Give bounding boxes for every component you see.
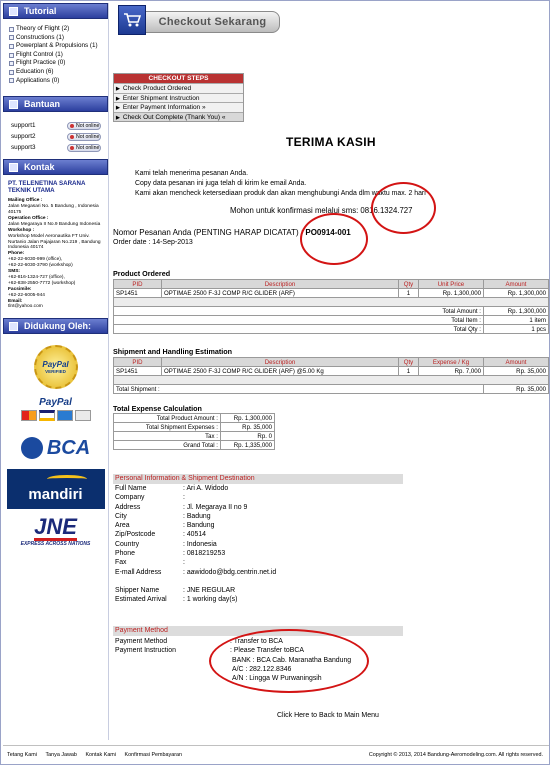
arrow-right-icon: ▶ (116, 86, 120, 92)
status-dot-icon (70, 146, 74, 150)
total-amount-value: Rp. 1,300,000 (484, 307, 549, 316)
workshop-address: Workshop Model Aeronautika FT Univ. Nurtanio Jalan Pajajaran No.219 , Bandung Indonesia 40174 (8, 233, 101, 251)
mastercard-icon (21, 410, 37, 421)
step-label: Check Product Ordered (122, 85, 192, 92)
highlight-circle-sms (371, 182, 436, 234)
product-header-row (114, 280, 549, 289)
info-row (113, 484, 403, 493)
bantuan-title: Bantuan (24, 99, 60, 110)
payment-method-value: : Transfer to BCA (230, 638, 283, 645)
mailing-label: Mailing Office : (8, 198, 43, 204)
step-shipment[interactable] (114, 93, 243, 103)
expense-table (113, 413, 275, 450)
info-value: : Bandung (183, 522, 215, 530)
shipment-table (113, 357, 549, 394)
info-label: Address (115, 503, 141, 511)
status-dot-icon (70, 135, 74, 139)
info-label: Country (115, 540, 140, 548)
col-pid: PID (114, 358, 162, 367)
folder-icon (9, 7, 18, 16)
bullet-icon (9, 70, 14, 75)
step-payment[interactable] (114, 102, 243, 112)
arrow-right-icon: ▶ (116, 105, 120, 112)
info-row (113, 521, 403, 530)
tutorial-item-label: Flight Control (1) (16, 50, 63, 58)
sponsor-logos (3, 334, 108, 555)
contact-icon (9, 163, 18, 172)
table-row (114, 289, 549, 298)
expense-value: Rp. 1,300,000 (221, 414, 275, 423)
company-name: PT. TELENETINA SARANA TEKNIK UTAMA (8, 180, 86, 195)
bank-name: BANK : BCA Cab. Maranatha Bandung (232, 656, 352, 664)
arrival-row (113, 595, 403, 604)
message-line: Kami telah menerima pesanan Anda. (135, 170, 248, 177)
info-value: : 40514 (183, 531, 206, 539)
checkout-banner (115, 5, 285, 35)
expense-label: Total Product Amount : (114, 414, 221, 423)
main-content (113, 1, 549, 741)
total-amount-label: Total Amount : (114, 307, 484, 316)
info-value: : (183, 494, 185, 502)
thank-you-heading: TERIMA KASIH (286, 135, 376, 149)
cell-amount: Rp. 1,300,000 (484, 289, 549, 298)
visa-icon (39, 410, 55, 421)
total-qty-row (114, 325, 549, 334)
personal-info-title: Personal Information & Shipment Destination (113, 474, 403, 484)
checkout-steps (113, 73, 244, 122)
bullet-icon (9, 78, 14, 83)
col-description: Description (162, 358, 399, 367)
expense-row (114, 432, 275, 441)
col-unit-price: Unit Price (419, 280, 484, 289)
bullet-icon (9, 44, 14, 49)
total-shipment-row (114, 385, 549, 394)
fax-number: +62-22-6005-944 (8, 292, 45, 298)
total-shipment-label: Total Shipment : (114, 385, 484, 394)
table-row-spacer (114, 298, 549, 307)
tutorial-item-theory[interactable] (9, 25, 102, 34)
step-label: Enter Payment Information » (122, 104, 206, 112)
bank-icon (75, 410, 91, 421)
total-amount-row (114, 307, 549, 316)
footer-link-contact[interactable]: Kontak Kami (85, 751, 116, 758)
tutorial-item-label: Applications (0) (16, 76, 60, 84)
info-value: : Ari A. Widodo (183, 485, 229, 492)
banner-title: Checkout Sekarang (145, 11, 280, 33)
tutorial-item-label: Flight Practice (0) (16, 59, 66, 67)
info-row (113, 540, 403, 549)
arrow-right-icon: ▶ (116, 95, 120, 102)
info-row (113, 568, 403, 577)
shipper-row (113, 586, 403, 595)
info-value: : Badung (183, 512, 211, 520)
expense-label: Total Shipment Expenses : (114, 423, 221, 432)
kontak-title: Kontak (24, 162, 55, 173)
total-item-row (114, 316, 549, 325)
arrow-right-icon: ▶ (116, 114, 120, 121)
total-item-label: Total Item : (114, 316, 484, 325)
order-number-value: PO0914-001 (305, 228, 351, 237)
info-label: Company (115, 494, 145, 502)
footer-link-faq[interactable]: Tanya Jawab (45, 751, 77, 758)
table-row (114, 367, 549, 376)
footer-links (3, 752, 185, 758)
jne-text: JNE (34, 514, 77, 540)
paypal-verified-text: PayPal (42, 360, 69, 370)
status-dot-icon (70, 124, 74, 128)
arrival-label: Estimated Arrival (115, 596, 167, 604)
operation-address: Jalan Megaraya II No.9 Bandung Indonesia (8, 221, 101, 227)
step-label: Check Out Complete (Thank You) « (122, 113, 226, 121)
total-item-value: 1 item (484, 316, 549, 325)
payment-method-label: Payment Method (115, 638, 168, 645)
bullet-icon (9, 35, 14, 40)
shipment-section-title: Shipment and Handling Estimation (113, 347, 232, 356)
highlight-circle-payment (209, 629, 369, 693)
info-label: E-mall Address (115, 568, 162, 576)
card-icons (21, 410, 91, 421)
info-row (113, 558, 403, 567)
highlight-circle-order (300, 213, 368, 265)
message-line: Kami akan mencheck ketersediaan produk dan akan menghubungi Anda dlm waktu max. 2 hari (135, 190, 426, 197)
order-date: Order date : 14-Sep-2013 (113, 239, 193, 246)
email-label: Email: (8, 298, 23, 304)
cell-price: Rp. 1,300,000 (419, 289, 484, 298)
expense-value: Rp. 0 (221, 432, 275, 441)
cart-icon (118, 5, 146, 35)
tutorial-item-education[interactable] (9, 68, 102, 77)
support-status: Not online (76, 144, 100, 151)
sms-office: +62-816-1324-727 (office), (8, 274, 65, 280)
col-pid: PID (114, 280, 162, 289)
support-row (11, 142, 102, 153)
col-qty: Qty (399, 358, 419, 367)
footer-link-about[interactable]: Tetang Kami (7, 751, 37, 758)
info-row (113, 493, 403, 502)
mandiri-logo[interactable] (7, 469, 105, 509)
message-line: Copy data pesanan ini juga telah di kirim ke email Anda. (135, 180, 307, 187)
support-name: support3 (11, 144, 36, 152)
support-status: Not online (76, 122, 100, 129)
table-row-spacer (114, 376, 549, 385)
sidebar (3, 3, 109, 740)
cell-expense: Rp. 7,000 (419, 367, 484, 376)
phone-workshop: +62-22-6030-3790 (workshop) (8, 263, 73, 269)
info-row (113, 503, 403, 512)
tutorial-item-flight-control[interactable] (9, 51, 102, 60)
paypal-text: PayPal (39, 397, 72, 409)
amex-icon (57, 410, 73, 421)
copyright-text: Copyright © 2013, 2014 Bandung-Aeromodeling.com. All rights reserved. (368, 751, 543, 758)
sponsor-icon (9, 322, 18, 331)
product-section-title: Product Ordered (113, 269, 171, 278)
cell-qty: 1 (399, 289, 419, 298)
col-amount: Amount (484, 358, 549, 367)
tutorial-item-label: Constructions (1) (16, 33, 64, 41)
info-label: Phone (115, 550, 135, 558)
tutorial-list (3, 19, 108, 91)
jne-logo[interactable] (7, 515, 105, 551)
help-icon (9, 100, 18, 109)
operation-label: Operation Office : (8, 215, 49, 221)
shipper-label: Shipper Name (115, 586, 160, 594)
tutorial-item-flight-practice[interactable] (9, 59, 102, 68)
tutorial-header (3, 3, 108, 19)
tutorial-item-label: Powerplant & Propulsions (1) (16, 42, 98, 50)
phone-office: +62-22-6030-999 (office), (8, 257, 63, 263)
expense-label: Tax : (114, 432, 221, 441)
bca-logo[interactable] (11, 433, 101, 463)
cell-description: OPTIMAE 2500 F-3J COMP R/C GLIDER (ARF) @5.00 Kg (162, 367, 399, 376)
paypal-verified-logo[interactable] (34, 345, 78, 389)
cell-amount: Rp. 35,000 (484, 367, 549, 376)
info-value: : 0818219253 (183, 550, 226, 558)
paypal-logo[interactable] (12, 397, 100, 427)
info-value: : Indonesia (183, 540, 217, 548)
email-address[interactable]: tlnt@yahoo.com (8, 304, 43, 310)
col-description: Description (162, 280, 399, 289)
info-label: Full Name (115, 485, 147, 492)
info-row (113, 512, 403, 521)
cell-qty: 1 (399, 367, 419, 376)
support-status-button[interactable] (67, 122, 101, 130)
info-value: : aawidodo@bdg.centrin.net.id (183, 568, 277, 576)
workshop-label: Workshop : (8, 227, 35, 233)
order-number-label: Nomor Pesanan Anda (PENTING HARAP DICATAT) : (113, 228, 304, 237)
expense-row (114, 423, 275, 432)
info-value: : (183, 559, 185, 567)
bca-emblem-icon (21, 437, 43, 459)
account-number: A/C : 282.122.8346 (232, 665, 292, 673)
cell-pid: SP1451 (114, 289, 162, 298)
sms-label: SMS: (8, 269, 20, 275)
step-label: Enter Shipment Instruction (122, 94, 200, 102)
mandiri-wave-icon (47, 475, 87, 483)
payment-title: Payment Method (113, 626, 403, 636)
payment-instruction-label: Payment Instruction (115, 647, 176, 655)
account-name: A/N : Lingga W Purwaningsih (232, 675, 322, 683)
grand-total-value: Rp. 1,335,000 (221, 441, 275, 450)
bullet-icon (9, 61, 14, 66)
personal-info-section (113, 474, 403, 605)
shipment-header-row (114, 358, 549, 367)
tutorial-item-constructions[interactable] (9, 34, 102, 43)
cell-description: OPTIMAE 2500 F-3J COMP R/C GLIDER (ARF) (162, 289, 399, 298)
info-label: Fax (115, 559, 127, 567)
sponsor-title: Didukung Oleh: (24, 321, 91, 332)
expense-row (114, 414, 275, 423)
grand-total-row (114, 441, 275, 450)
sponsor-header (3, 318, 108, 334)
step-check-product[interactable] (114, 83, 243, 93)
support-status-button[interactable] (67, 133, 101, 141)
total-qty-label: Total Qty : (114, 325, 484, 334)
payment-instruction-line: : Please Transfer toBCA (230, 647, 304, 655)
support-name: support2 (11, 133, 36, 141)
bantuan-header (3, 96, 108, 112)
tutorial-title: Tutorial (24, 6, 57, 16)
tutorial-item-powerplant[interactable] (9, 42, 102, 51)
footer (3, 745, 549, 763)
fax-label: Facsimile: (8, 286, 32, 292)
shipper-value: : JNE REGULAR (183, 586, 236, 594)
expense-section-title: Total Expense Calculation (113, 404, 202, 413)
tutorial-item-label: Theory of Flight (2) (16, 25, 70, 32)
info-row (113, 549, 403, 558)
step-complete[interactable] (114, 112, 243, 122)
info-label: Area (115, 522, 130, 530)
sms-confirmation-text: Mohon untuk konfirmasi melalui sms: 0816.1324.727 (230, 206, 413, 215)
info-label: Zip/Postcode (115, 531, 156, 539)
arrival-value: : 1 working day(s) (183, 596, 238, 604)
col-expense-kg: Expense / Kg (419, 358, 484, 367)
support-row (11, 120, 102, 131)
bullet-icon (9, 53, 14, 58)
expense-value: Rp. 35,000 (221, 423, 275, 432)
mandiri-text: mandiri (28, 486, 83, 504)
support-status: Not online (76, 133, 100, 140)
paypal-verified-sub: VERIFIED (45, 369, 66, 375)
info-row (113, 530, 403, 539)
cell-pid: SP1451 (114, 367, 162, 376)
tutorial-item-label: Education (6) (16, 67, 54, 75)
product-table (113, 279, 549, 334)
contact-info (3, 175, 108, 310)
bullet-icon (9, 27, 14, 32)
mailing-address: Jalan Megasari No. 5 Bandung , Indonesia 40175 (8, 204, 99, 215)
sms-workshop: +62-838-2550-7772 (workshop) (8, 280, 76, 286)
col-amount: Amount (484, 280, 549, 289)
info-label: City (115, 512, 127, 520)
tutorial-item-applications[interactable] (9, 77, 102, 86)
kontak-header (3, 159, 108, 175)
support-list (3, 112, 108, 157)
total-qty-value: 1 pcs (484, 325, 549, 334)
back-to-main-link[interactable]: Click Here to Back to Main Menu (277, 712, 379, 719)
total-shipment-value: Rp. 35,000 (484, 385, 549, 394)
footer-link-payment-confirmation[interactable]: Konfirmasi Pembayaran (124, 751, 183, 758)
support-name: support1 (11, 122, 36, 130)
support-row (11, 131, 102, 142)
phone-label: Phone: (8, 251, 25, 257)
col-qty: Qty (399, 280, 419, 289)
grand-total-label: Grand Total : (114, 441, 221, 450)
steps-title: CHECKOUT STEPS (114, 74, 243, 83)
info-value: : Jl. Megaraya II no 9 (183, 503, 248, 511)
support-status-button[interactable] (67, 144, 101, 152)
bca-text: BCA (46, 436, 91, 459)
jne-tagline: EXPRESS ACROSS NATIONS (20, 541, 91, 548)
